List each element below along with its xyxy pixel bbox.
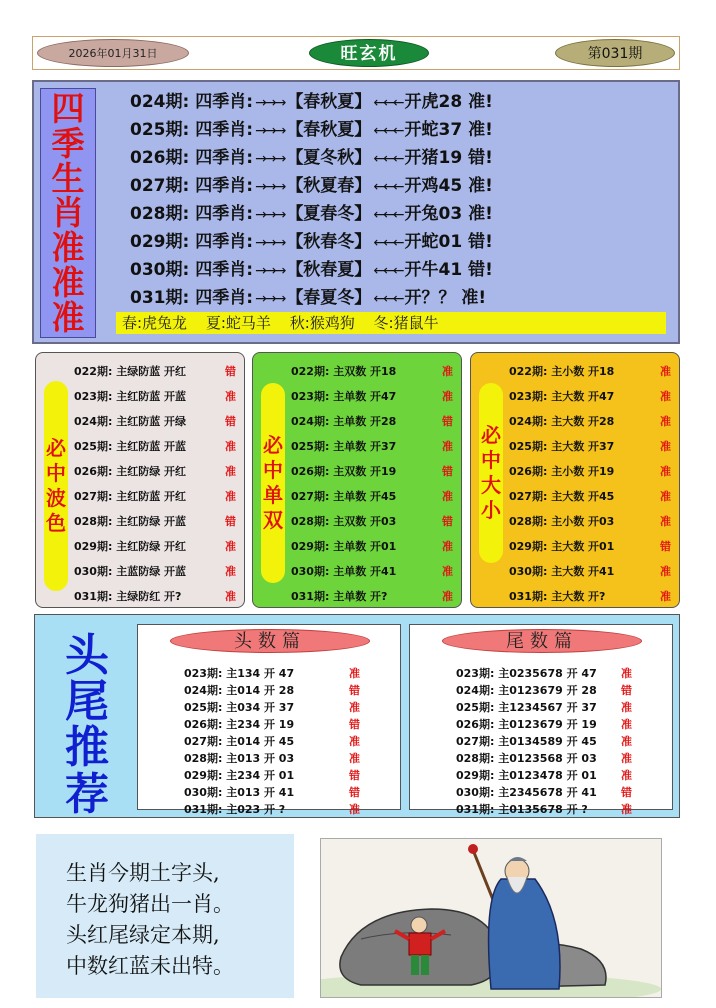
arrow-right-icon: →→→ [255, 123, 285, 139]
header-bar [32, 36, 680, 70]
list-item [184, 665, 394, 682]
list-item [456, 682, 666, 699]
list-item-text: 028期: 主双数 开03 [291, 515, 397, 528]
list-item [74, 384, 240, 409]
result-badge: 准 [225, 490, 236, 503]
season-title-char: 准 [51, 228, 85, 268]
head-tail-title-char: 尾 [65, 676, 109, 728]
season-row [130, 284, 670, 312]
list-item-text: 029期: 主红防绿 开红 [74, 540, 187, 553]
result-badge: 准 [442, 590, 453, 603]
list-item [509, 384, 675, 409]
list-item-text: 031期: 主绿防红 开? [74, 590, 182, 603]
list-item-text: 030期: 主2345678 开 41 [456, 786, 597, 799]
sage-and-child-illustration [320, 838, 662, 998]
big-small-rows [509, 359, 675, 609]
season-row [130, 88, 670, 116]
result-badge: 准 [225, 590, 236, 603]
arrow-right-icon: →→→ [255, 179, 285, 195]
season-row [130, 256, 670, 284]
head-tail-title-char: 头 [65, 630, 109, 681]
list-item [74, 409, 240, 434]
list-item [509, 484, 675, 509]
season-legend-summer: 夏:蛇马羊 [205, 314, 271, 332]
arrow-left-icon: ←←← [373, 95, 403, 111]
result-badge: 准 [225, 540, 236, 553]
result-badge: 错 [621, 684, 632, 697]
head-tail-section [34, 614, 680, 818]
result-badge: 准 [225, 565, 236, 578]
list-item [74, 484, 240, 509]
result-badge: 准 [442, 540, 453, 553]
list-item [184, 733, 394, 750]
result-badge: 错 [225, 415, 236, 428]
list-item-text: 029期: 主0123478 开 01 [456, 769, 597, 782]
panel-title-char: 色 [46, 511, 66, 535]
list-item [509, 559, 675, 584]
list-item-text: 028期: 主013 开 03 [184, 752, 295, 765]
season-title-char: 生 [51, 158, 85, 198]
season-label: 四季肖: [195, 204, 254, 224]
list-item [184, 682, 394, 699]
list-item [291, 384, 457, 409]
list-item-text: 027期: 主0134589 开 45 [456, 735, 597, 748]
issue-badge: 第031期 [555, 39, 675, 67]
season-pick: 【秋春夏】 [286, 260, 372, 280]
arrow-left-icon: ←←← [373, 291, 403, 307]
season-period: 026期: [130, 148, 190, 168]
result-badge: 错 [349, 786, 360, 799]
result-badge: 准 [225, 440, 236, 453]
result-badge: 准 [660, 590, 671, 603]
panel-title-char: 小 [481, 498, 501, 522]
head-tail-title-char: 荐 [65, 768, 109, 820]
season-title-char: 准 [51, 297, 85, 337]
arrow-right-icon: →→→ [255, 263, 285, 279]
season-period: 030期: [130, 260, 190, 280]
result-badge: 准 [660, 390, 671, 403]
season-title-char: 四 [51, 88, 85, 128]
result-badge: 准 [442, 565, 453, 578]
season-period: 024期: [130, 92, 190, 112]
poem-line: 中数红蓝未出特。 [66, 954, 234, 978]
big-small-title [479, 383, 503, 563]
arrow-left-icon: ←←← [373, 263, 403, 279]
season-result: 开兔03 准! [404, 204, 493, 224]
head-number-rows [184, 665, 394, 818]
list-item-text: 022期: 主双数 开18 [291, 365, 397, 378]
list-item [456, 665, 666, 682]
list-item [291, 509, 457, 534]
result-badge: 准 [621, 752, 632, 765]
poem-line: 头红尾绿定本期, [66, 923, 220, 947]
poem-box [36, 834, 294, 998]
panel-title-char: 中 [46, 461, 66, 485]
season-result: 开蛇01 错! [404, 232, 493, 252]
list-item [74, 584, 240, 609]
season-result: 开鸡45 准! [404, 176, 493, 196]
list-item [184, 801, 394, 818]
list-item-text: 025期: 主红防蓝 开蓝 [74, 440, 187, 453]
list-item-text: 026期: 主234 开 19 [184, 718, 295, 731]
poem-line: 牛龙狗猪出一肖。 [66, 892, 234, 916]
result-badge: 准 [349, 803, 360, 816]
arrow-right-icon: →→→ [255, 291, 285, 307]
result-badge: 错 [442, 415, 453, 428]
season-label: 四季肖: [195, 232, 254, 252]
season-pick: 【夏春冬】 [286, 204, 372, 224]
list-item [291, 434, 457, 459]
list-item [456, 801, 666, 818]
list-item [291, 409, 457, 434]
list-item-text: 024期: 主单数 开28 [291, 415, 397, 428]
season-result: 开？？ 准! [404, 288, 487, 308]
result-badge: 准 [660, 515, 671, 528]
panel-title-char: 必 [263, 433, 283, 457]
poem-line: 生肖今期土字头, [66, 861, 220, 885]
panel-title-char: 双 [263, 508, 283, 532]
result-badge: 错 [660, 540, 671, 553]
result-badge: 错 [349, 684, 360, 697]
result-badge: 准 [349, 752, 360, 765]
list-item-text: 023期: 主134 开 47 [184, 667, 295, 680]
panel-title-char: 必 [46, 436, 66, 460]
season-title-char: 肖 [51, 193, 85, 233]
list-item [291, 459, 457, 484]
result-badge: 错 [349, 769, 360, 782]
list-item [509, 434, 675, 459]
tail-number-rows [456, 665, 666, 818]
page-title: 旺玄机 [309, 39, 429, 67]
head-tail-title-char: 推 [65, 722, 109, 774]
tail-number-box [409, 624, 673, 816]
season-row [130, 200, 670, 228]
season-legend-spring: 春:虎兔龙 [122, 314, 188, 332]
season-pick: 【秋春冬】 [286, 232, 372, 252]
list-item-text: 023期: 主大数 开47 [509, 390, 615, 403]
list-item [74, 534, 240, 559]
season-title-char: 季 [51, 123, 85, 163]
list-item [291, 484, 457, 509]
result-badge: 准 [442, 490, 453, 503]
season-label: 四季肖: [195, 148, 254, 168]
list-item-text: 027期: 主大数 开45 [509, 490, 615, 503]
list-item [184, 784, 394, 801]
result-badge: 错 [442, 515, 453, 528]
season-row [130, 144, 670, 172]
list-item-text: 029期: 主单数 开01 [291, 540, 397, 553]
head-tail-vertical-title [49, 630, 125, 820]
list-item [291, 584, 457, 609]
arrow-right-icon: →→→ [255, 151, 285, 167]
result-badge: 错 [442, 465, 453, 478]
list-item-text: 027期: 主红防蓝 开红 [74, 490, 187, 503]
season-vertical-title [40, 88, 96, 338]
date-badge: 2026年01月31日 [37, 39, 189, 67]
result-badge: 准 [660, 465, 671, 478]
panel-title-char: 中 [263, 458, 283, 482]
result-badge: 准 [621, 803, 632, 816]
season-rows [130, 88, 670, 312]
season-period: 027期: [130, 176, 190, 196]
list-item-text: 024期: 主0123679 开 28 [456, 684, 597, 697]
arrow-left-icon: ←←← [373, 235, 403, 251]
wave-color-title [44, 381, 68, 591]
season-pick: 【春秋夏】 [286, 92, 372, 112]
head-number-title: 头数篇 [170, 629, 370, 653]
list-item [509, 359, 675, 384]
list-item-text: 031期: 主0135678 开 ? [456, 803, 588, 816]
result-badge: 错 [349, 718, 360, 731]
list-item [291, 359, 457, 384]
season-row [130, 172, 670, 200]
list-item [74, 459, 240, 484]
list-item-text: 030期: 主013 开 41 [184, 786, 295, 799]
panel-title-char: 单 [263, 483, 283, 507]
result-badge: 准 [660, 490, 671, 503]
wave-color-panel [35, 352, 245, 608]
list-item [456, 784, 666, 801]
list-item-text: 030期: 主蓝防绿 开蓝 [74, 565, 187, 578]
season-label: 四季肖: [195, 288, 254, 308]
result-badge: 准 [621, 701, 632, 714]
list-item-text: 028期: 主0123568 开 03 [456, 752, 597, 765]
season-period: 028期: [130, 204, 190, 224]
result-badge: 准 [621, 769, 632, 782]
result-badge: 准 [660, 365, 671, 378]
list-item [74, 509, 240, 534]
season-pick: 【夏冬秋】 [286, 148, 372, 168]
list-item [184, 767, 394, 784]
list-item [509, 409, 675, 434]
season-legend-winter: 冬:猪鼠牛 [373, 314, 439, 332]
list-item-text: 025期: 主1234567 开 37 [456, 701, 597, 714]
list-item-text: 029期: 主大数 开01 [509, 540, 615, 553]
result-badge: 准 [225, 390, 236, 403]
list-item-text: 028期: 主红防绿 开蓝 [74, 515, 187, 528]
result-badge: 准 [225, 465, 236, 478]
result-badge: 准 [349, 667, 360, 680]
result-badge: 准 [660, 415, 671, 428]
arrow-left-icon: ←←← [373, 179, 403, 195]
list-item [456, 716, 666, 733]
list-item-text: 030期: 主大数 开41 [509, 565, 615, 578]
season-result: 开牛41 错! [404, 260, 493, 280]
list-item [509, 584, 675, 609]
odd-even-title [261, 383, 285, 583]
result-badge: 准 [660, 440, 671, 453]
list-item-text: 026期: 主双数 开19 [291, 465, 397, 478]
big-small-panel [470, 352, 680, 608]
list-item-text: 022期: 主小数 开18 [509, 365, 615, 378]
odd-even-panel [252, 352, 462, 608]
season-label: 四季肖: [195, 92, 254, 112]
list-item-text: 030期: 主单数 开41 [291, 565, 397, 578]
list-item [184, 716, 394, 733]
list-item [291, 534, 457, 559]
result-badge: 准 [621, 667, 632, 680]
list-item-text: 026期: 主小数 开19 [509, 465, 615, 478]
result-badge: 错 [225, 365, 236, 378]
list-item-text: 027期: 主014 开 45 [184, 735, 295, 748]
season-label: 四季肖: [195, 260, 254, 280]
season-pick: 【春秋夏】 [286, 120, 372, 140]
list-item-text: 027期: 主单数 开45 [291, 490, 397, 503]
season-label: 四季肖: [195, 176, 254, 196]
list-item-text: 023期: 主单数 开47 [291, 390, 397, 403]
list-item [184, 699, 394, 716]
list-item-text: 024期: 主红防蓝 开绿 [74, 415, 187, 428]
list-item-text: 022期: 主绿防蓝 开红 [74, 365, 187, 378]
panel-title-char: 大 [481, 473, 501, 497]
list-item-text: 026期: 主红防绿 开红 [74, 465, 187, 478]
arrow-right-icon: →→→ [255, 235, 285, 251]
season-pick: 【春夏冬】 [286, 288, 372, 308]
result-badge: 准 [442, 365, 453, 378]
list-item-text: 031期: 主023 开 ? [184, 803, 286, 816]
arrow-left-icon: ←←← [373, 151, 403, 167]
season-period: 025期: [130, 120, 190, 140]
season-row [130, 228, 670, 256]
season-legend-bar [116, 312, 666, 334]
season-legend-autumn: 秋:猴鸡狗 [289, 314, 355, 332]
season-period: 029期: [130, 232, 190, 252]
odd-even-rows [291, 359, 457, 609]
result-badge: 错 [621, 786, 632, 799]
illustration-image [321, 839, 661, 997]
season-pick: 【秋夏春】 [286, 176, 372, 196]
arrow-right-icon: →→→ [255, 95, 285, 111]
list-item-text: 023期: 主0235678 开 47 [456, 667, 597, 680]
list-item [74, 359, 240, 384]
list-item-text: 031期: 主大数 开? [509, 590, 606, 603]
season-result: 开虎28 准! [404, 92, 493, 112]
season-row [130, 116, 670, 144]
list-item [509, 459, 675, 484]
season-result: 开猪19 错! [404, 148, 493, 168]
season-label: 四季肖: [195, 120, 254, 140]
list-item-text: 029期: 主234 开 01 [184, 769, 295, 782]
tail-number-title: 尾数篇 [442, 629, 642, 653]
list-item-text: 026期: 主0123679 开 19 [456, 718, 597, 731]
list-item-text: 024期: 主014 开 28 [184, 684, 295, 697]
result-badge: 准 [349, 735, 360, 748]
list-item-text: 023期: 主红防蓝 开蓝 [74, 390, 187, 403]
list-item-text: 025期: 主单数 开37 [291, 440, 397, 453]
list-item-text: 028期: 主小数 开03 [509, 515, 615, 528]
list-item [184, 750, 394, 767]
result-badge: 准 [621, 718, 632, 731]
head-number-box [137, 624, 401, 816]
season-zodiac-section [32, 80, 680, 344]
list-item [456, 767, 666, 784]
list-item-text: 031期: 主单数 开? [291, 590, 388, 603]
season-result: 开蛇37 准! [404, 120, 493, 140]
result-badge: 准 [349, 701, 360, 714]
list-item [456, 750, 666, 767]
list-item [74, 559, 240, 584]
list-item [456, 699, 666, 716]
panel-title-char: 波 [46, 486, 66, 510]
list-item-text: 025期: 主大数 开37 [509, 440, 615, 453]
result-badge: 准 [442, 390, 453, 403]
panel-title-char: 中 [481, 448, 501, 472]
list-item [509, 509, 675, 534]
arrow-right-icon: →→→ [255, 207, 285, 223]
list-item [291, 559, 457, 584]
result-badge: 错 [225, 515, 236, 528]
season-period: 031期: [130, 288, 190, 308]
result-badge: 准 [442, 440, 453, 453]
panel-title-char: 必 [481, 423, 501, 447]
arrow-left-icon: ←←← [373, 207, 403, 223]
season-title-char: 准 [51, 263, 85, 303]
arrow-left-icon: ←←← [373, 123, 403, 139]
list-item-text: 024期: 主大数 开28 [509, 415, 615, 428]
result-badge: 准 [621, 735, 632, 748]
result-badge: 准 [660, 565, 671, 578]
list-item [74, 434, 240, 459]
list-item [456, 733, 666, 750]
list-item [509, 534, 675, 559]
list-item-text: 025期: 主034 开 37 [184, 701, 295, 714]
wave-color-rows [74, 359, 240, 609]
